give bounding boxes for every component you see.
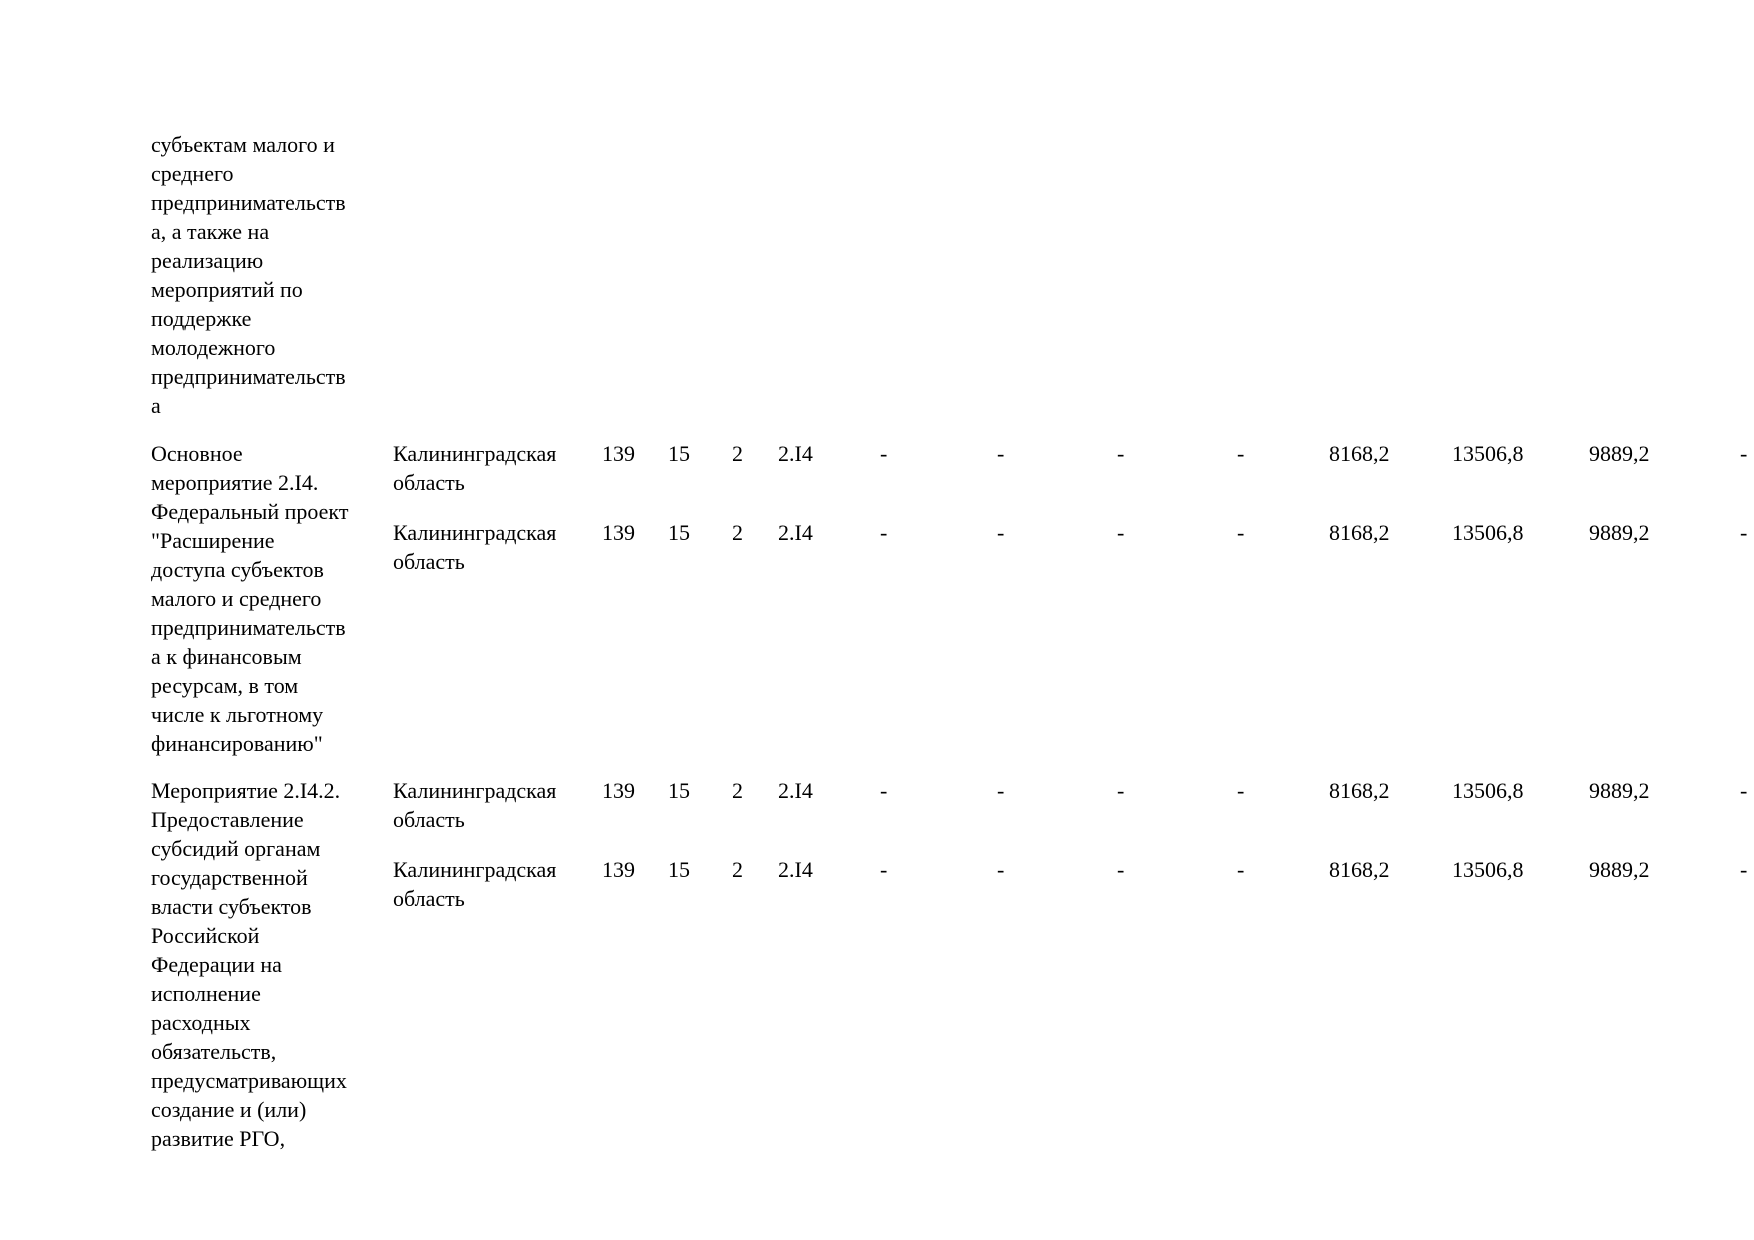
value-cell-5: 8168,2: [1329, 778, 1390, 803]
value-cell-7: 9889,2: [1589, 778, 1650, 803]
value-cell-2: -: [997, 520, 1005, 545]
value-cell-4: -: [1237, 857, 1245, 882]
value-cell-3: -: [1117, 857, 1125, 882]
pr-cell: 2: [732, 441, 743, 466]
rz-cell: 15: [668, 520, 690, 545]
value-cell-7: 9889,2: [1589, 441, 1650, 466]
pr-cell: 2: [732, 778, 743, 803]
cs-cell: 2.I4: [778, 857, 813, 882]
cs-cell: 2.I4: [778, 520, 813, 545]
region-cell: Калининградская область: [393, 778, 557, 832]
value-cell-8: -: [1740, 441, 1748, 466]
value-cell-7: 9889,2: [1589, 520, 1650, 545]
grbs-cell: 139: [602, 857, 635, 882]
value-cell-6: 13506,8: [1452, 520, 1524, 545]
value-cell-1: -: [880, 441, 888, 466]
value-cell-8: -: [1740, 520, 1748, 545]
value-cell-6: 13506,8: [1452, 441, 1524, 466]
value-cell-3: -: [1117, 778, 1125, 803]
region-cell: Калининградская область: [393, 441, 557, 495]
region-cell: Калининградская область: [393, 857, 557, 911]
value-cell-3: -: [1117, 441, 1125, 466]
cs-cell: 2.I4: [778, 778, 813, 803]
value-cell-6: 13506,8: [1452, 857, 1524, 882]
value-cell-1: -: [880, 778, 888, 803]
region-cell: Калининградская область: [393, 520, 557, 574]
value-cell-8: -: [1740, 778, 1748, 803]
value-cell-7: 9889,2: [1589, 857, 1650, 882]
continuation-description: субъектам малого и среднего предпринимательств а, а также на реализацию мероприятий по поддержке молодежного предпринимательств а: [151, 132, 346, 418]
block-2-description: Мероприятие 2.I4.2. Предоставление субсидий органам государственной власти субъектов Российской Федерации на исполнение расходных обязательств, предусматривающих создание и (или) развитие РГО,: [151, 778, 347, 1151]
rz-cell: 15: [668, 441, 690, 466]
grbs-cell: 139: [602, 778, 635, 803]
value-cell-2: -: [997, 441, 1005, 466]
value-cell-5: 8168,2: [1329, 857, 1390, 882]
value-cell-2: -: [997, 857, 1005, 882]
value-cell-5: 8168,2: [1329, 441, 1390, 466]
value-cell-2: -: [997, 778, 1005, 803]
value-cell-5: 8168,2: [1329, 520, 1390, 545]
grbs-cell: 139: [602, 520, 635, 545]
pr-cell: 2: [732, 520, 743, 545]
block-1-description: Основное мероприятие 2.I4. Федеральный проект "Расширение доступа субъектов малого и среднего предпринимательств а к финансовым ресурсам, в том числе к льготному финансированию": [151, 441, 349, 756]
value-cell-6: 13506,8: [1452, 778, 1524, 803]
value-cell-8: -: [1740, 857, 1748, 882]
value-cell-1: -: [880, 520, 888, 545]
cs-cell: 2.I4: [778, 441, 813, 466]
rz-cell: 15: [668, 778, 690, 803]
grbs-cell: 139: [602, 441, 635, 466]
value-cell-4: -: [1237, 778, 1245, 803]
pr-cell: 2: [732, 857, 743, 882]
value-cell-4: -: [1237, 441, 1245, 466]
rz-cell: 15: [668, 857, 690, 882]
value-cell-1: -: [880, 857, 888, 882]
value-cell-3: -: [1117, 520, 1125, 545]
value-cell-4: -: [1237, 520, 1245, 545]
